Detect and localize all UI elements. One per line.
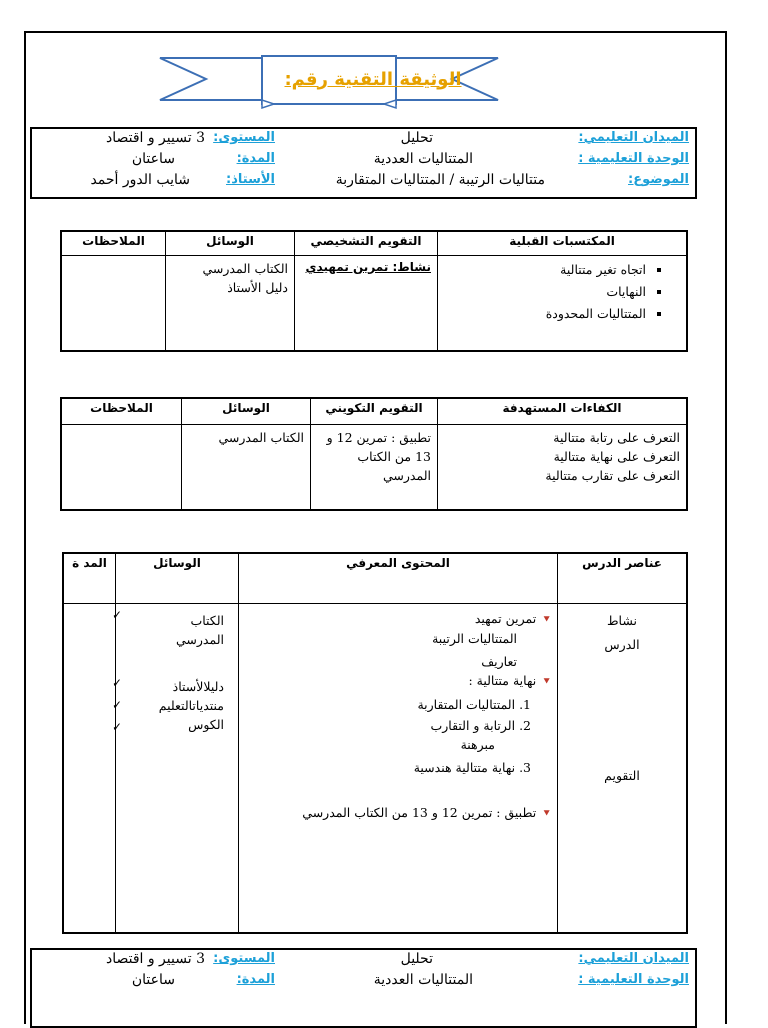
means-item: منتدياتالتعليم [158,697,224,713]
header-competencies: الكفاءات المستهدفة [438,398,688,424]
document-title: الوثيقة التقنية رقم: [284,68,462,90]
content-cell [239,603,558,933]
list-item: ▪ النهايات [444,281,646,303]
means-cell [182,424,311,510]
means-cell [112,603,239,933]
header-means: الوسائل [166,231,295,255]
content-subitem: المتتاليات الرتيبة [432,630,517,646]
field-label: الميدان التعليمي: [578,951,689,966]
header-notes: الملاحظات [61,398,182,424]
header-diagnostic-eval: التقويم التشخيصي [295,231,438,255]
header-lesson-elements: عناصر الدرس [558,553,688,603]
notes-cell [61,255,166,351]
check-icon: ✓ [112,719,123,734]
content-subitem: نهاية متتالية هندسية [413,759,516,775]
unit-label: الوحدة التعليمية : [578,972,689,987]
header-means: الوسائل [182,398,311,424]
means-item: الكتاب [190,612,224,628]
unit-label: الوحدة التعليمية : [578,151,689,166]
content-item: تطبيق : تمرين 12 و 13 من الكتاب المدرسي [302,804,537,820]
element-activity: نشاط [607,612,637,628]
means-item: الكوس [188,716,224,732]
arrow-bullet-icon: ⯆ [542,674,551,688]
arrow-bullet-icon: ⯆ [542,806,551,820]
check-icon: ✓ [112,607,123,622]
footer-info [30,948,697,1028]
duration-cell [63,603,116,933]
list-number: 2. [519,717,531,733]
topic-value: متتاليات الرتيبة / المتتاليات المتقاربة [335,172,545,188]
unit-value: المتتاليات العددية [373,972,473,988]
content-item: تمرين تمهيد [474,610,537,626]
duration-value: ساعتان [131,151,175,167]
means-item: المدرسي [176,631,224,647]
diagnostic-cell [295,255,438,351]
header-prerequisites: المكتسبات القبلية [438,231,688,255]
field-value: تحليل [400,951,433,967]
check-icon: ✓ [112,697,123,712]
list-item: ▪ اتجاه تغير متتالية [444,259,646,281]
competency-item: التعرف على تقارب متتالية [545,467,680,483]
header-content: المحتوى المعرفي [239,553,558,603]
prerequisites-cell [438,255,688,351]
evaluation-line: تطبيق : تمرين 12 و [326,429,431,445]
prerequisites-table [60,230,688,352]
list-number: 1. [519,696,531,712]
duration-label: المدة: [236,151,275,166]
content-subitem: تعاريف [481,653,517,669]
competency-item: التعرف على رتابة متتالية [553,429,680,445]
content-subitem: المتتاليات المتقاربة [417,696,516,712]
unit-value: المتتاليات العددية [373,151,473,167]
field-value: تحليل [400,130,433,146]
level-label: المستوى: [213,130,275,145]
lesson-elements-cell [558,603,688,933]
notes-cell [61,424,182,510]
content-subitem: مبرهنة [460,736,495,752]
formative-cell [311,424,438,510]
lesson-table [62,552,688,934]
header-duration: المد ة [63,553,116,603]
header-notes: الملاحظات [61,231,166,255]
content-subitem: الرتابة و التقارب [430,717,516,733]
check-icon: ✓ [112,675,123,690]
teacher-label: الأستاذ: [226,172,275,187]
topic-label: الموضوع: [628,172,689,187]
level-value: 3 تسيير و اقتصاد [105,951,205,967]
list-item: ▪ المتتاليات المحدودة [444,303,646,325]
element-evaluation: التقويم [604,767,640,783]
competencies-table [60,397,688,511]
competency-item: التعرف على نهاية متتالية [553,448,680,464]
means-cell [166,255,295,351]
activity-label: نشاط: تمرين تمهيدي [305,259,431,274]
evaluation-line: 13 من الكتاب [357,448,431,464]
level-label: المستوى: [213,951,275,966]
level-value: 3 تسيير و اقتصاد [105,130,205,146]
duration-label: المدة: [236,972,275,987]
arrow-bullet-icon: ⯆ [542,612,551,626]
duration-value: ساعتان [131,972,175,988]
field-label: الميدان التعليمي: [578,130,689,145]
element-lesson: الدرس [604,636,640,652]
means-item: الكتاب المدرسي [202,260,288,276]
header-formative-eval: التقويم التكويني [311,398,438,424]
list-number: 3. [519,759,531,775]
competencies-cell [438,424,688,510]
means-item: الكتاب المدرسي [218,429,304,445]
header-info [30,127,697,199]
means-item: دليل الأستاذ [227,279,288,295]
evaluation-line: المدرسي [383,467,431,483]
teacher-value: شايب الدور أحمد [90,172,190,188]
header-means: الوسائل [116,553,239,603]
means-item: دليلالأستاذ [172,678,224,694]
content-item: نهاية متتالية : [468,672,537,688]
